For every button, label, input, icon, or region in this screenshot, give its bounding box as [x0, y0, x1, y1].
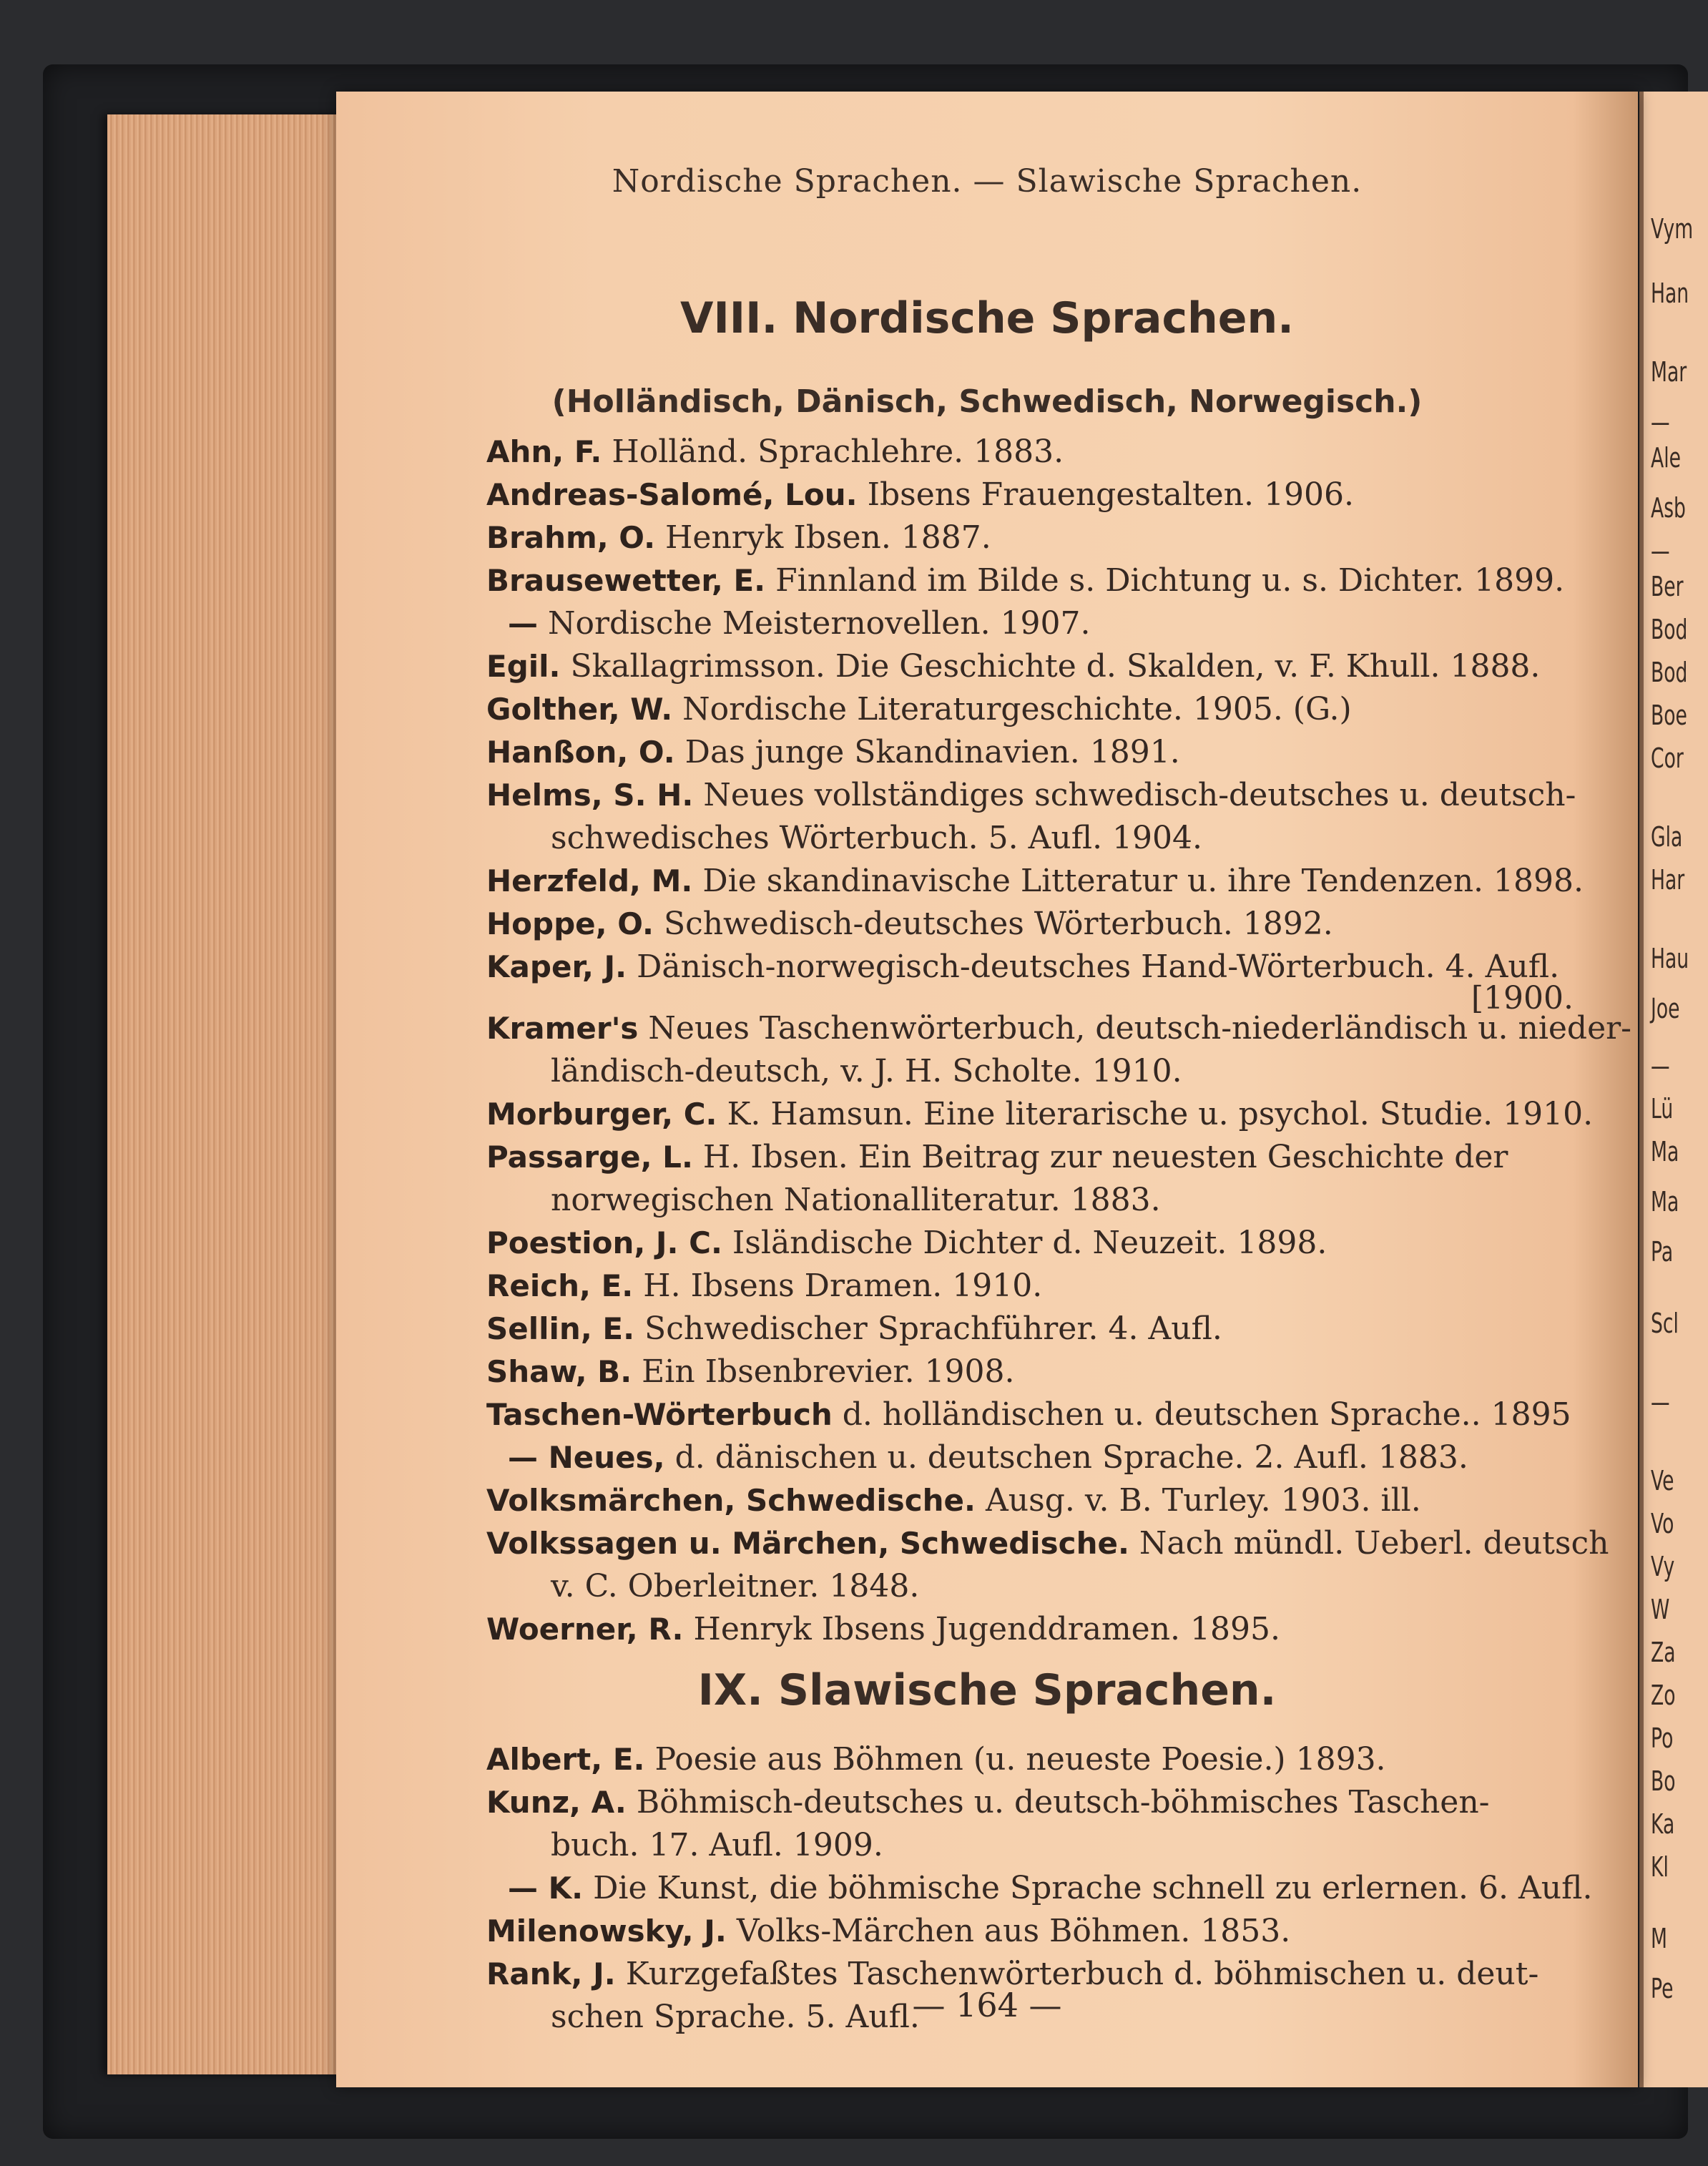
entry-author: Taschen-Wörterbuch: [486, 1397, 833, 1432]
entry-text: Skallagrimsson. Die Geschichte d. Skalden, v. F. Khull. 1888.: [570, 648, 1541, 685]
adjacent-page-fragment: Po: [1651, 1722, 1674, 1754]
entry-line: [486, 1093, 1594, 1136]
page-number: — 164 —: [912, 1986, 1062, 2024]
entry-text: Ibsens Frauengestalten. 1906.: [867, 476, 1354, 513]
entry-line: [486, 1351, 1574, 1393]
entry-text: Holländ. Sprachlehre. 1883.: [612, 433, 1064, 470]
entry-author: —: [508, 606, 538, 641]
bibliography-entry: [486, 1479, 1574, 1522]
entry-author: Hoppe, O.: [486, 906, 654, 941]
bibliography-entry: [486, 1738, 1574, 1781]
entry-line: [486, 645, 1574, 688]
bibliography-entry: [486, 1436, 1574, 1479]
entry-author: Herzfeld, M.: [486, 863, 693, 898]
entry-author: Volksmärchen, Schwedische.: [486, 1483, 976, 1518]
entry-author: — K.: [508, 1871, 584, 1906]
adjacent-page-fragment: Ma: [1651, 1186, 1679, 1217]
adjacent-page-fragment: Zo: [1651, 1680, 1676, 1711]
adjacent-page-fragment: —: [1651, 1386, 1670, 1418]
entry-author: Morburger, C.: [486, 1097, 717, 1132]
entry-year-bracket: [1900.: [1471, 980, 1574, 1016]
entry-author: Passarge, L.: [486, 1140, 693, 1175]
entry-line: [486, 431, 1574, 474]
section-title-viii: VIII. Nordische Sprachen.: [680, 293, 1294, 343]
entry-author: Shaw, B.: [486, 1354, 632, 1389]
adjacent-page-fragment: Hau: [1651, 943, 1689, 974]
entry-line: [486, 903, 1574, 946]
bibliography-entry: [486, 1867, 1593, 1910]
entry-author: Andreas-Salomé, Lou.: [486, 477, 858, 512]
entry-text: Böhmisch-deutsches u. deutsch-böhmisches Taschen-: [636, 1784, 1490, 1820]
entry-line: [486, 559, 1574, 602]
bibliography-entry: [486, 474, 1574, 516]
adjacent-page-fragment: Ale: [1651, 442, 1681, 474]
bibliography-entry: [486, 774, 1574, 860]
entry-text: Finnland im Bilde s. Dichtung u. s. Dichter. 1899.: [775, 562, 1565, 599]
adjacent-page-fragment: Cor: [1651, 743, 1684, 774]
entry-author: Brausewetter, E.: [486, 563, 766, 598]
bibliography-entry: [486, 1910, 1574, 1953]
bibliography-entry: [486, 1007, 1632, 1093]
adjacent-page-fragment: Kl: [1651, 1851, 1669, 1883]
entry-author: Brahm, O.: [486, 520, 656, 555]
adjacent-page-fragment: W: [1651, 1594, 1670, 1625]
bibliography-entry: [486, 431, 1574, 474]
adjacent-page-fragment: —: [1651, 1050, 1670, 1082]
entry-line: [486, 774, 1574, 817]
entry-text: Kurzgefaßtes Taschenwörterbuch d. böhmischen u. deut-: [625, 1956, 1539, 1992]
entry-line: [486, 1738, 1574, 1781]
entry-line: [486, 1136, 1574, 1179]
bibliography-entry: [486, 1781, 1574, 1867]
entry-line: [508, 1867, 1593, 1910]
entry-text: Nordische Meisternovellen. 1907.: [548, 605, 1091, 642]
adjacent-page-fragment: Ve: [1651, 1465, 1674, 1496]
entry-author: Ahn, F.: [486, 434, 602, 469]
adjacent-page-fragment: M: [1651, 1923, 1667, 1954]
entry-text: Poesie aus Böhmen (u. neueste Poesie.) 1893.: [654, 1741, 1386, 1778]
bibliography-entry: [486, 602, 1574, 645]
entry-line: v. C. Oberleitner. 1848.: [551, 1568, 920, 1604]
entry-author: Albert, E.: [486, 1742, 645, 1777]
entry-line: [486, 731, 1574, 774]
entry-text: Dänisch-norwegisch-deutsches Hand-Wörterbuch. 4. Aufl.: [637, 949, 1560, 985]
adjacent-page-fragment: Bo: [1651, 1765, 1676, 1797]
entry-list-viii: [486, 431, 1632, 1651]
page-edges: [107, 114, 343, 2074]
adjacent-page-fragment: Ma: [1651, 1136, 1679, 1167]
adjacent-page-fragment: Vo: [1651, 1508, 1674, 1539]
bibliography-entry: [486, 559, 1574, 602]
entry-line: [486, 1265, 1574, 1308]
entry-author: Kramer's: [486, 1011, 639, 1046]
entry-text: Die Kunst, die böhmische Sprache schnell zu erlernen. 6. Aufl.: [593, 1870, 1593, 1906]
bibliography-entry: [486, 903, 1574, 946]
adjacent-page-fragment: Ka: [1651, 1808, 1675, 1840]
adjacent-page-fragment: —: [1651, 535, 1670, 567]
adjacent-page-fragment: Har: [1651, 864, 1685, 896]
entry-author: Volkssagen u. Märchen, Schwedische.: [486, 1526, 1129, 1561]
bibliography-entry: [486, 1393, 1574, 1436]
entry-line: schwedisches Wörterbuch. 5. Aufl. 1904.: [551, 820, 1203, 856]
bibliography-entry: [486, 1308, 1574, 1351]
entry-line: [486, 1781, 1574, 1824]
adjacent-page-fragment: Boe: [1651, 700, 1687, 731]
adjacent-page-fragment: Joe: [1651, 993, 1680, 1024]
entry-line: [486, 688, 1574, 731]
entry-author: Woerner, R.: [486, 1612, 684, 1647]
adjacent-page-fragment: Asb: [1651, 492, 1686, 524]
entry-text: Schwedisch-deutsches Wörterbuch. 1892.: [663, 906, 1333, 942]
entry-text: Schwedischer Sprachführer. 4. Aufl.: [644, 1310, 1222, 1347]
entry-line: [486, 860, 1584, 903]
entry-line: [486, 1222, 1574, 1265]
adjacent-page-fragment: Za: [1651, 1637, 1676, 1668]
entry-author: Poestion, J. C.: [486, 1225, 722, 1260]
entry-author: Kaper, J.: [486, 949, 627, 984]
bibliography-entry: [486, 1265, 1574, 1308]
entry-line: [486, 946, 1574, 989]
bibliography-entry: [486, 645, 1574, 688]
adjacent-page-fragment: Mar: [1651, 356, 1687, 388]
adjacent-page-fragment: —: [1651, 406, 1670, 438]
entry-line: [486, 1393, 1574, 1436]
entry-text: Das junge Skandinavien. 1891.: [684, 734, 1180, 770]
entry-text: Ein Ibsenbrevier. 1908.: [642, 1353, 1015, 1390]
entry-line: norwegischen Nationalliteratur. 1883.: [551, 1182, 1161, 1218]
bibliography-entry: [486, 1136, 1574, 1222]
adjacent-page-fragment: Lü: [1651, 1093, 1674, 1124]
entry-author: Sellin, E.: [486, 1311, 635, 1346]
bibliography-entry: [486, 860, 1584, 903]
adjacent-page-fragment: Vy: [1651, 1551, 1675, 1582]
entry-text: Neues Taschenwörterbuch, deutsch-niederländisch u. nieder-: [648, 1010, 1632, 1047]
adjacent-page: [1639, 92, 1708, 2087]
entry-text: Neues vollständiges schwedisch-deutsches u. deutsch-: [703, 777, 1576, 813]
entry-line: [486, 516, 1574, 559]
entry-line: [486, 1308, 1574, 1351]
entry-text: Isländische Dichter d. Neuzeit. 1898.: [732, 1225, 1327, 1261]
entry-text: K. Hamsun. Eine literarische u. psychol. Studie. 1910.: [727, 1096, 1594, 1132]
entry-line: [486, 1608, 1574, 1651]
entry-author: Egil.: [486, 649, 561, 684]
entry-line: [486, 1007, 1632, 1050]
entry-line: schen Sprache. 5. Aufl.: [551, 1999, 920, 2035]
bibliography-entry: [486, 1351, 1574, 1393]
bibliography-entry: [486, 1608, 1574, 1651]
adjacent-page-fragment: Scl: [1651, 1308, 1679, 1339]
entry-author: Kunz, A.: [486, 1785, 627, 1820]
running-head: Nordische Sprachen. — Slawische Sprachen.: [612, 163, 1363, 200]
entry-text: d. dänischen u. deutschen Sprache. 2. Aufl. 1883.: [674, 1439, 1468, 1476]
entry-text: Nach mündl. Ueberl. deutsch: [1139, 1525, 1609, 1562]
entry-author: Hanßon, O.: [486, 735, 675, 770]
adjacent-page-fragment: Pe: [1651, 1973, 1674, 2004]
bibliography-entry: [486, 1222, 1574, 1265]
entry-line: [486, 1479, 1574, 1522]
section-title-ix: IX. Slawische Sprachen.: [697, 1665, 1277, 1715]
entry-author: Reich, E.: [486, 1268, 634, 1303]
adjacent-page-fragment: Vym: [1651, 213, 1694, 245]
bibliography-entry: [486, 688, 1574, 731]
entry-author: — Neues,: [508, 1440, 665, 1475]
adjacent-page-fragment: Pa: [1651, 1236, 1674, 1268]
entry-line: [508, 1436, 1574, 1479]
entry-line: [486, 1522, 1609, 1565]
entry-author: Milenowsky, J.: [486, 1913, 727, 1949]
adjacent-page-fragment: Han: [1651, 278, 1689, 309]
adjacent-page-fragment: Bod: [1651, 614, 1688, 645]
bibliography-entry: [486, 1522, 1609, 1608]
adjacent-page-fragment: Gla: [1651, 821, 1683, 853]
entry-text: d. holländischen u. deutschen Sprache.. 1895: [842, 1396, 1571, 1433]
entry-text: Henryk Ibsen. 1887.: [665, 519, 991, 556]
entry-author: Rank, J.: [486, 1956, 616, 1991]
entry-line: [508, 602, 1574, 645]
bibliography-entry: [486, 516, 1574, 559]
entry-line: ländisch-deutsch, v. J. H. Scholte. 1910.: [551, 1053, 1182, 1089]
adjacent-page-fragment: Bod: [1651, 657, 1688, 688]
adjacent-page-fragment: Ber: [1651, 571, 1684, 602]
entry-author: Golther, W.: [486, 692, 673, 727]
bibliography-entry: [486, 731, 1574, 774]
entry-text: Henryk Ibsens Jugenddramen. 1895.: [693, 1611, 1280, 1647]
entry-line: [486, 1910, 1574, 1953]
entry-author: Helms, S. H.: [486, 778, 694, 813]
book-page: [336, 92, 1638, 2087]
section-subtitle-viii: (Holländisch, Dänisch, Schwedisch, Norwegisch.): [551, 383, 1423, 420]
entry-line: [486, 474, 1574, 516]
entry-text: Ausg. v. B. Turley. 1903. ill.: [986, 1482, 1421, 1519]
entry-text: H. Ibsens Dramen. 1910.: [643, 1268, 1043, 1304]
entry-text: H. Ibsen. Ein Beitrag zur neuesten Geschichte der: [702, 1139, 1508, 1175]
entry-text: Nordische Literaturgeschichte. 1905. (G.): [682, 691, 1352, 727]
entry-text: Die skandinavische Litteratur u. ihre Tendenzen. 1898.: [702, 863, 1584, 899]
bibliography-entry: [486, 1093, 1594, 1136]
entry-text: Volks-Märchen aus Böhmen. 1853.: [736, 1913, 1291, 1949]
entry-line: buch. 17. Aufl. 1909.: [551, 1827, 883, 1863]
